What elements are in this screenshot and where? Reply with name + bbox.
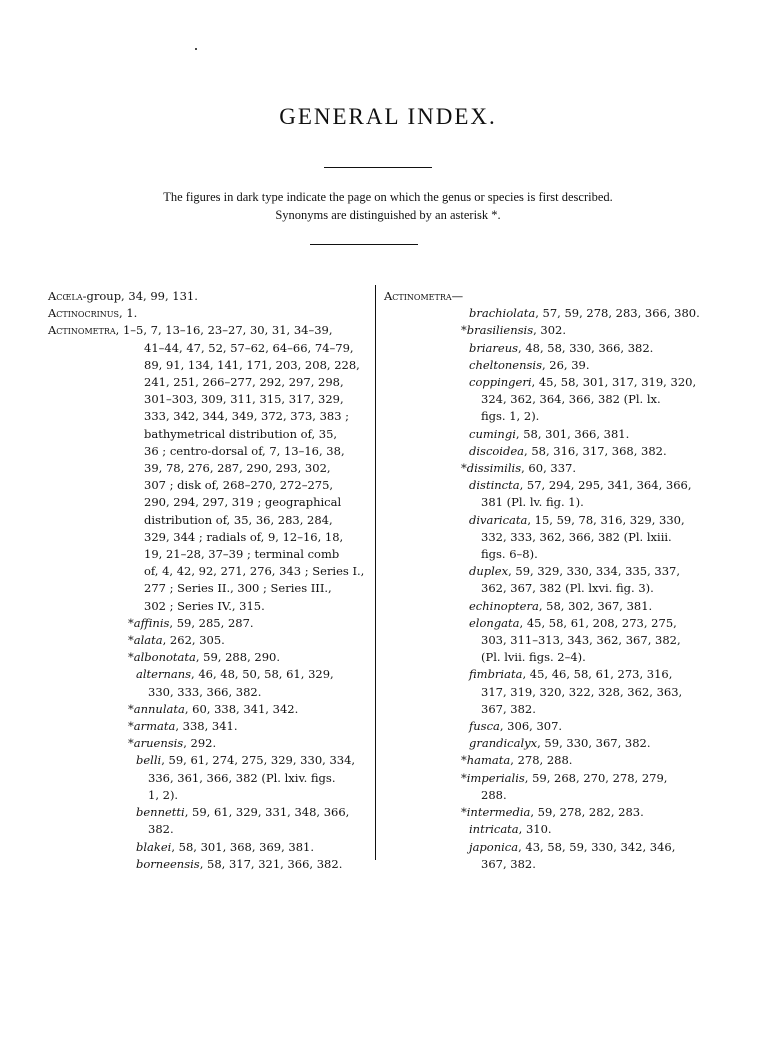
species-name: *annulata [128, 701, 185, 716]
species-name: *imperialis [461, 770, 525, 785]
species-entry [384, 770, 714, 787]
species-entry [48, 701, 368, 718]
species-entry [48, 752, 368, 769]
right-index-column [384, 288, 714, 873]
species-continuation: 288. [481, 787, 507, 802]
entry-pages: -group, 34, 99, 131. [82, 289, 198, 303]
entry-continuation: 307 ; disk of, 268–270, 272–275, [144, 478, 334, 493]
species-entry [384, 443, 714, 460]
entry-pages: , 59, 288, 290. [195, 650, 280, 665]
species-name: *alata [128, 633, 163, 648]
species-continuation: 367, 382. [481, 701, 536, 716]
entry-pages: , 310. [518, 822, 552, 837]
entry-pages: , 48, 58, 330, 366, 382. [518, 340, 654, 355]
entry-pages: , 278, 288. [510, 753, 573, 768]
species-name: *brasiliensis [461, 323, 534, 338]
species-entry [48, 839, 368, 856]
index-note-line2: Synonyms are distinguished by an asterisk *. [275, 208, 501, 222]
entry-pages: , 57, 294, 295, 341, 364, 366, [519, 478, 692, 493]
species-name: japonica [469, 839, 519, 854]
species-entry [384, 718, 714, 735]
species-entry [384, 477, 714, 494]
entry-pages: , 58, 301, 366, 381. [515, 426, 630, 441]
species-entry [384, 804, 714, 821]
species-name: fimbriata [469, 667, 523, 682]
species-continuation: 1, 2). [148, 787, 179, 802]
entry-continuation: 89, 91, 134, 141, 171, 203, 208, 228, [144, 357, 360, 372]
entry-term: Actinocrinus [48, 306, 120, 321]
entry-continuation: 277 ; Series II., 300 ; Series III., [144, 581, 332, 596]
entry-pages: , 1–5, 7, 13–16, 23–27, 30, 31, 34–39, [115, 323, 333, 338]
species-continuation: figs. 1, 2). [481, 409, 540, 424]
entry-pages: , 15, 59, 78, 316, 329, 330, [527, 512, 685, 527]
species-entry [384, 666, 714, 683]
species-entry [384, 752, 714, 769]
species-entry [48, 804, 368, 821]
entry-continuation: 329, 344 ; radials of, 9, 12–16, 18, [144, 529, 344, 544]
species-entry [384, 839, 714, 856]
entry-pages: , 57, 59, 278, 283, 366, 380. [535, 306, 700, 321]
species-name: grandicalyx [469, 736, 538, 751]
entry-continuation: 241, 251, 266–277, 292, 297, 298, [144, 375, 344, 390]
index-entry [48, 288, 368, 305]
entry-pages: , 306, 307. [499, 719, 563, 734]
species-continuation: 324, 362, 364, 366, 382 (Pl. lx. [481, 392, 661, 407]
entry-pages: , 43, 58, 59, 330, 342, 346, [518, 839, 676, 854]
entry-pages: , 59, 278, 282, 283. [530, 805, 644, 820]
index-entry [48, 322, 368, 339]
entry-pages: , 338, 341. [175, 719, 238, 734]
species-entry [384, 615, 714, 632]
entry-pages: , 60, 338, 341, 342. [184, 701, 299, 716]
entry-pages: , 58, 317, 321, 366, 382. [199, 856, 343, 871]
species-continuation: 367, 382. [481, 856, 536, 871]
species-entry [48, 649, 368, 666]
entry-continuation: 39, 78, 276, 287, 290, 293, 302, [144, 461, 331, 476]
species-entry [384, 563, 714, 580]
species-name: fusca [469, 719, 500, 734]
species-entry [384, 374, 714, 391]
entry-pages: , 59, 329, 330, 334, 335, 337, [508, 564, 681, 579]
entry-pages: , 59, 285, 287. [169, 615, 254, 630]
entry-continuation: 19, 21–28, 37–39 ; terminal comb [144, 547, 340, 562]
index-entry [48, 305, 368, 322]
entry-pages: , 60, 337. [521, 461, 576, 476]
entry-pages: , 45, 46, 58, 61, 273, 316, [522, 667, 673, 682]
species-continuation: 362, 367, 382 (Pl. lxvi. fig. 3). [481, 581, 654, 596]
entry-continuation: 302 ; Series IV., 315. [144, 598, 265, 613]
entry-pages: , 58, 316, 317, 368, 382. [524, 443, 667, 458]
species-continuation: 303, 311–313, 343, 362, 367, 382, [481, 633, 681, 648]
species-name: intricata [469, 822, 519, 837]
species-continuation: 330, 333, 366, 382. [148, 684, 262, 699]
entry-continuation: 333, 342, 344, 349, 372, 373, 383 ; [144, 409, 350, 424]
species-entry [48, 615, 368, 632]
left-index-column [48, 288, 368, 873]
species-name: duplex [469, 564, 509, 579]
entry-continuation: of, 4, 42, 92, 271, 276, 343 ; Series I., [144, 564, 365, 579]
species-name: *intermedia [461, 805, 531, 820]
entry-pages: , 59, 330, 367, 382. [537, 736, 651, 751]
species-name: *armata [128, 719, 176, 734]
species-name: cumingi [469, 426, 516, 441]
species-continuation: 336, 361, 366, 382 (Pl. lxiv. figs. [148, 770, 336, 785]
entry-pages: , 59, 268, 270, 278, 279, [524, 770, 668, 785]
species-entry [48, 632, 368, 649]
species-name: *dissimilis [461, 461, 522, 476]
species-entry [384, 598, 714, 615]
species-entry [384, 305, 714, 322]
species-entry [48, 718, 368, 735]
species-name: *hamata [461, 753, 511, 768]
species-continuation: 332, 333, 362, 366, 382 (Pl. lxiii. [481, 529, 672, 544]
species-name: *affinis [128, 615, 170, 630]
species-entry [384, 340, 714, 357]
species-name: *albonotata [128, 650, 196, 665]
species-name: briareus [469, 340, 519, 355]
species-name: alternans [136, 667, 192, 682]
index-note-line1: The figures in dark type indicate the page on which the genus or species is first described. [163, 190, 613, 204]
species-entry [384, 735, 714, 752]
species-continuation: 381 (Pl. lv. fig. 1). [481, 495, 584, 510]
entry-pages: , 302. [533, 323, 567, 338]
species-name: discoidea [469, 443, 525, 458]
entry-continuation: 41–44, 47, 52, 57–62, 64–66, 74–79, [144, 340, 354, 355]
entry-pages: , 58, 302, 367, 381. [538, 598, 653, 613]
entry-pages: , 26, 39. [541, 357, 590, 372]
species-name: bennetti [136, 805, 185, 820]
species-continuation: 382. [148, 822, 174, 837]
species-name: divaricata [469, 512, 528, 527]
entry-term: Actinometra [48, 323, 116, 338]
entry-continuation: 290, 294, 297, 319 ; geographical [144, 495, 342, 510]
species-entry [384, 357, 714, 374]
entry-pages: , 292. [183, 736, 217, 751]
species-entry [384, 426, 714, 443]
entry-pages: , 1. [119, 306, 138, 321]
species-continuation: figs. 6–8). [481, 547, 538, 562]
entry-continuation: 36 ; centro-dorsal of, 7, 13–16, 38, [144, 443, 345, 458]
entry-term: Acœla [48, 289, 83, 303]
page-title: GENERAL INDEX. [279, 104, 497, 129]
species-name: brachiolata [469, 306, 536, 321]
speck-mark [195, 48, 197, 50]
title-rule-bottom [310, 244, 418, 245]
species-name: *aruensis [128, 736, 184, 751]
species-entry [384, 460, 714, 477]
species-entry [48, 666, 368, 683]
entry-pages: , 58, 301, 368, 369, 381. [171, 839, 315, 854]
species-name: echinoptera [469, 598, 539, 613]
entry-pages: , 45, 58, 301, 317, 319, 320, [531, 375, 697, 390]
title-rule-top [324, 167, 432, 168]
species-name: blakei [136, 839, 172, 854]
species-name: cheltonensis [469, 357, 542, 372]
species-continuation: (Pl. lvii. figs. 2–4). [481, 650, 586, 665]
species-name: elongata [469, 615, 520, 630]
species-continuation: 317, 319, 320, 322, 328, 362, 363, [481, 684, 683, 699]
species-entry [48, 856, 368, 873]
entry-continuation: 301–303, 309, 311, 315, 317, 329, [144, 392, 344, 407]
entry-pages: , 46, 48, 50, 58, 61, 329, [191, 667, 334, 682]
species-entry [384, 322, 714, 339]
entry-continuation: distribution of, 35, 36, 283, 284, [144, 512, 333, 527]
column-header-actinometra: Actinometra— [384, 289, 464, 303]
entry-pages: , 262, 305. [162, 633, 225, 648]
species-name: belli [136, 753, 162, 768]
entry-pages: , 59, 61, 329, 331, 348, 366, [184, 805, 350, 820]
entry-continuation: bathymetrical distribution of, 35, [144, 426, 338, 441]
species-name: coppingeri [469, 375, 532, 390]
species-name: distincta [469, 478, 520, 493]
species-entry [48, 735, 368, 752]
entry-pages: , 45, 58, 61, 208, 273, 275, [519, 615, 677, 630]
species-entry [384, 821, 714, 838]
entry-pages: , 59, 61, 274, 275, 329, 330, 334, [161, 753, 356, 768]
species-name: borneensis [136, 856, 200, 871]
species-entry [384, 512, 714, 529]
column-divider [375, 285, 376, 860]
